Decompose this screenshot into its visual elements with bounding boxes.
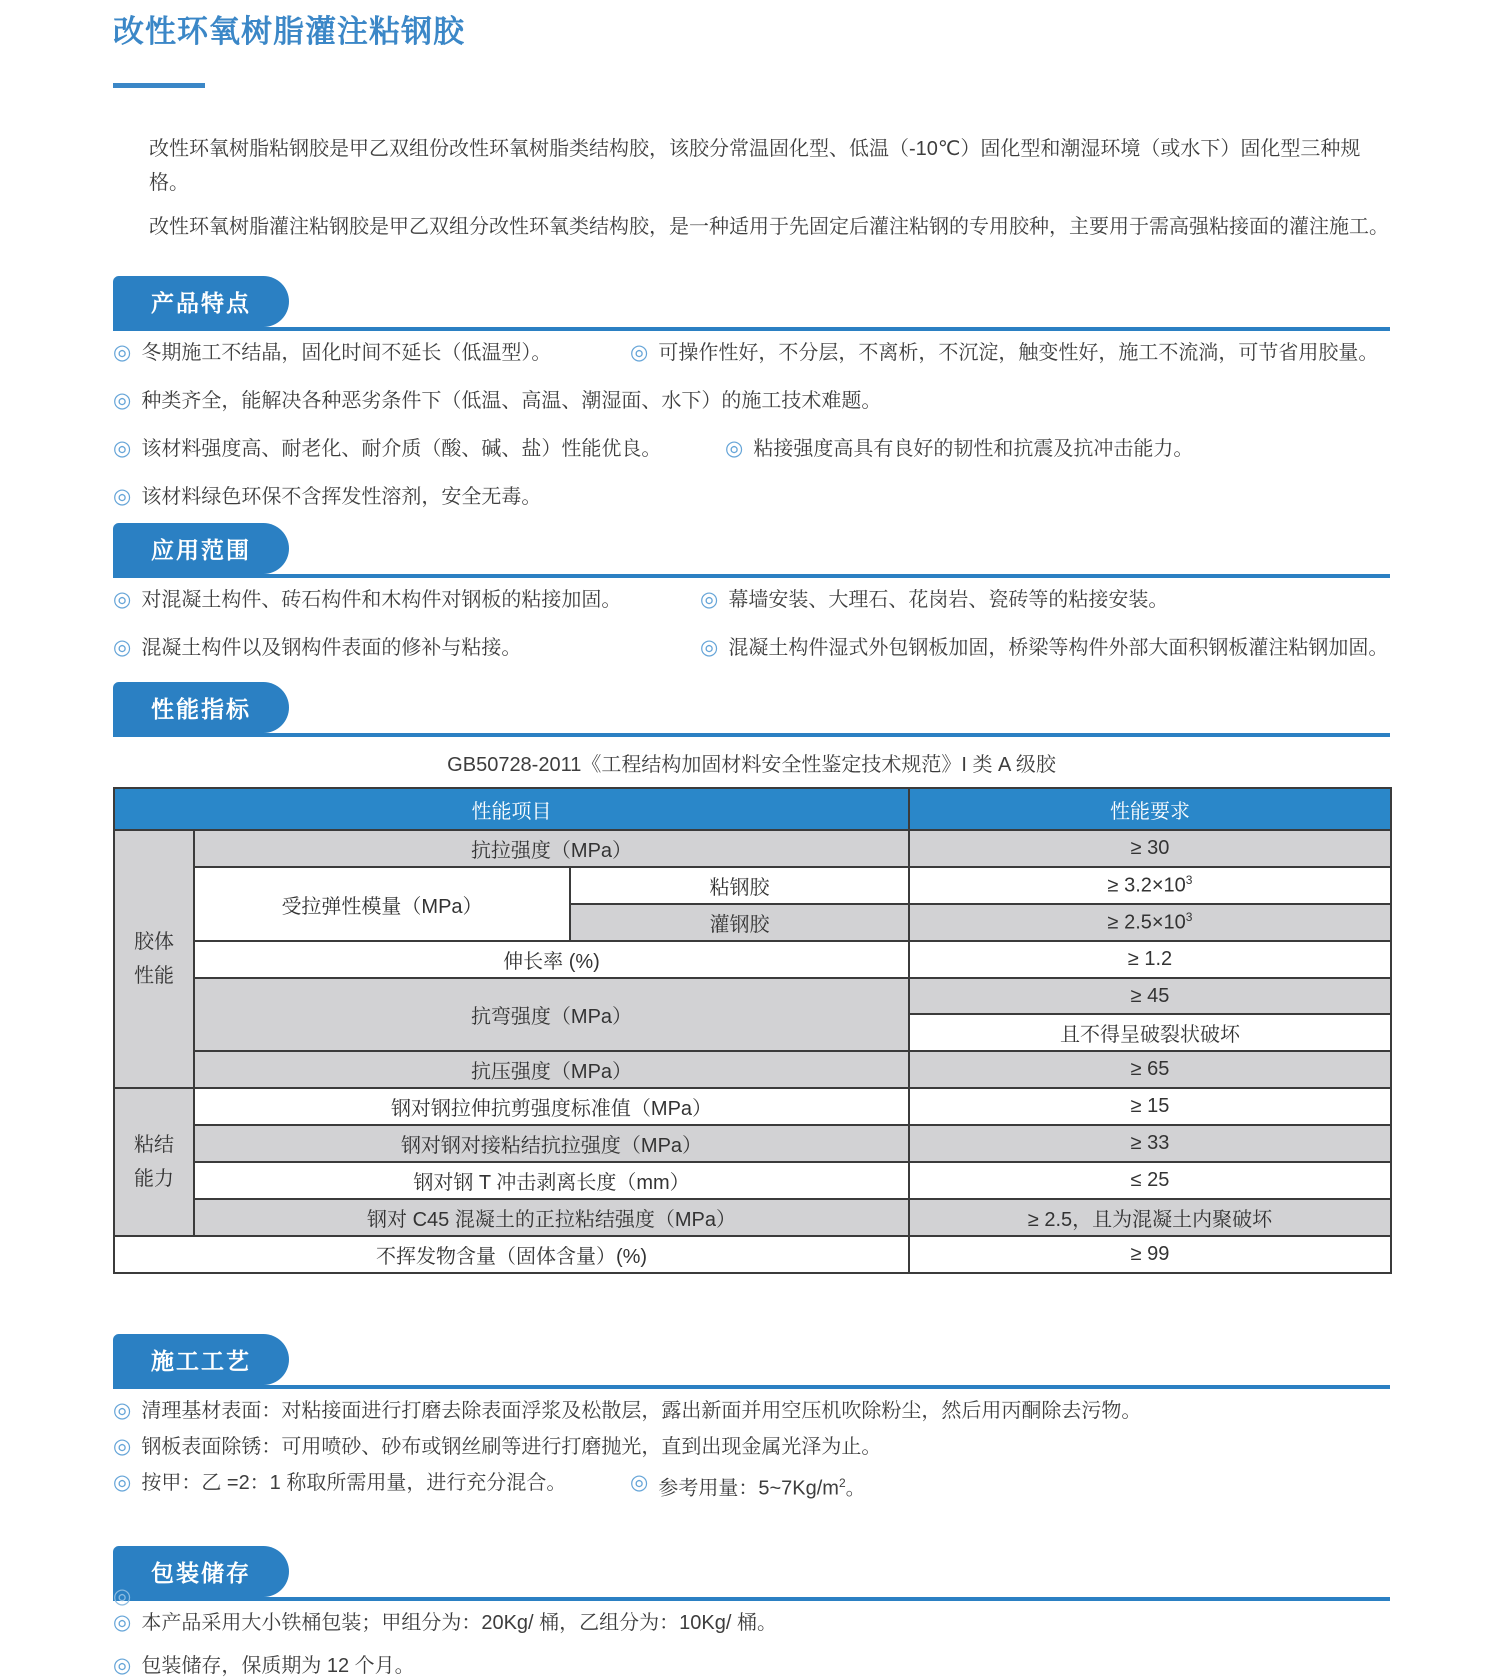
construction-step — [630, 1469, 866, 1503]
bullet-icon: ◎ — [700, 588, 719, 611]
feature-text: 粘接强度高具有良好的韧性和抗震及抗冲击能力。 — [753, 438, 1194, 460]
section-header-features — [113, 276, 1390, 331]
group-cell-adhesive-performance — [114, 830, 194, 1088]
list-item — [113, 435, 1390, 463]
bullet-icon: ◎ — [113, 1610, 132, 1634]
feature-item — [113, 483, 541, 511]
cell-shear-value: ≥ 15 — [909, 1088, 1391, 1125]
construction-step — [113, 1469, 630, 1497]
cell-c45-bond-value: ≥ 2.5，且为混凝土内聚破坏 — [909, 1199, 1391, 1236]
list-item — [113, 1397, 1390, 1425]
bullet-icon: ◎ — [113, 636, 132, 659]
section-tab-applications: 应用范围 — [113, 523, 289, 574]
cell-bending-label: 抗弯强度（MPa） — [194, 978, 909, 1051]
applications-list — [113, 586, 1390, 662]
cell-nonvolatile-value: ≥ 99 — [909, 1236, 1391, 1273]
cell-bending-value2: 且不得呈破裂状破坏 — [909, 1014, 1391, 1051]
cell-c45-bond-label: 钢对 C45 混凝土的正拉粘结强度（MPa） — [194, 1199, 909, 1236]
cell-butt-tensile-label: 钢对钢对接粘结抗拉强度（MPa） — [194, 1125, 909, 1162]
superscript: 3 — [1185, 873, 1193, 888]
construction-text: 钢板表面除锈：可用喷砂、砂布或钢丝刷等进行打磨抛光，直到出现金属光泽为止。 — [141, 1436, 882, 1458]
list-item — [113, 1609, 1390, 1637]
bullet-icon: ◎ — [630, 341, 649, 364]
cell-modulus-value1 — [909, 867, 1391, 904]
intro-paragraph: 改性环氧树脂粘钢胶是甲乙双组份改性环氧树脂类结构胶，该胶分常温固化型、低温（-10℃）固化型和潮湿环境（或水下）固化型三种规格。 — [149, 138, 1361, 194]
cell-elongation-label: 伸长率 (%) — [194, 941, 909, 978]
feature-item — [630, 339, 1378, 367]
cell-tensile-label: 抗拉强度（MPa） — [194, 830, 909, 867]
performance-table — [113, 787, 1392, 1274]
feature-item — [725, 435, 1193, 463]
bullet-icon: ◎ — [113, 1471, 132, 1494]
feature-text: 种类齐全，能解决各种恶劣条件下（低温、高温、潮湿面、水下）的施工技术难题。 — [141, 390, 882, 412]
list-item — [113, 586, 1390, 614]
section-header-performance — [113, 682, 1390, 737]
list-item — [113, 1469, 1390, 1503]
feature-text: 该材料绿色环保不含挥发性溶剂，安全无毒。 — [141, 486, 542, 508]
table-header-row — [114, 788, 1391, 830]
table-row — [114, 978, 1391, 1014]
application-text: 混凝土构件以及钢构件表面的修补与粘接。 — [141, 637, 522, 659]
intro-block — [113, 132, 1390, 244]
bullet-icon: ◎ — [725, 437, 744, 460]
construction-step — [113, 1433, 881, 1461]
application-text: 幕墙安装、大理石、花岗岩、瓷砖等的粘接安装。 — [728, 589, 1169, 611]
value-text: ≥ 2.5×10 — [1107, 911, 1186, 934]
bullet-icon: ◎ — [113, 1399, 132, 1422]
table-header-requirement: 性能要求 — [909, 788, 1391, 830]
table-row — [114, 1051, 1391, 1088]
packaging-text: 本产品采用大小铁桶包装；甲组分为：20Kg/ 桶，乙组分为：10Kg/ 桶。 — [141, 1611, 777, 1634]
group-label: 粘结能力 — [134, 1134, 174, 1190]
section-header-applications — [113, 523, 1390, 578]
construction-list — [113, 1397, 1390, 1503]
list-item — [113, 387, 1390, 415]
feature-item — [113, 339, 630, 367]
bullet-icon: ◎ — [113, 1653, 132, 1677]
packaging-item — [113, 1652, 415, 1680]
superscript: 3 — [1185, 910, 1193, 925]
superscript: 2 — [838, 1476, 846, 1490]
bullet-icon: ◎ — [113, 1585, 132, 1608]
construction-text: 按甲：乙 =2：1 称取所需用量，进行充分混合。 — [141, 1472, 567, 1494]
table-caption: GB50728-2011《工程结构加固材料安全性鉴定技术规范》I 类 A 级胶 — [447, 754, 1056, 776]
cell-impact-peel-value: ≤ 25 — [909, 1162, 1391, 1199]
packaging-item — [113, 1609, 777, 1637]
application-text: 对混凝土构件、砖石构件和木构件对钢板的粘接加固。 — [141, 589, 622, 611]
cell-bending-value1: ≥ 45 — [909, 978, 1391, 1014]
value-text: ≥ 3.2×10 — [1107, 874, 1186, 897]
group-label: 胶体性能 — [134, 931, 174, 987]
bullet-icon: ◎ — [113, 485, 132, 508]
usage-pre: 参考用量：5~7Kg/m — [658, 1477, 839, 1500]
cell-butt-tensile-value: ≥ 33 — [909, 1125, 1391, 1162]
bullet-icon: ◎ — [113, 341, 132, 364]
section-tab-features: 产品特点 — [113, 276, 289, 327]
application-item — [700, 634, 1388, 662]
section-header-construction — [113, 1334, 1390, 1389]
page-title: 改性环氧树脂灌注粘钢胶 — [113, 14, 465, 49]
bullet-icon: ◎ — [113, 588, 132, 611]
list-item — [113, 1433, 1390, 1461]
cell-elongation-value: ≥ 1.2 — [909, 941, 1391, 978]
feature-text: 该材料强度高、耐老化、耐介质（酸、碱、盐）性能优良。 — [141, 438, 662, 460]
cell-compressive-value: ≥ 65 — [909, 1051, 1391, 1088]
table-row — [114, 830, 1391, 867]
bullet-icon: ◎ — [113, 1435, 132, 1458]
feature-text: 可操作性好，不分层，不离析，不沉淀，触变性好，施工不流淌，可节省用胶量。 — [658, 342, 1379, 364]
section-header-packaging — [113, 1546, 1390, 1601]
application-text: 混凝土构件湿式外包钢板加固，桥梁等构件外部大面积钢板灌注粘钢加固。 — [728, 637, 1389, 659]
feature-text: 冬期施工不结晶，固化时间不延长（低温型）。 — [141, 342, 552, 364]
cell-modulus-sub1: 粘钢胶 — [570, 867, 909, 904]
cell-modulus-sub2: 灌钢胶 — [570, 904, 909, 941]
table-row — [114, 1088, 1391, 1125]
bullet-icon: ◎ — [700, 636, 719, 659]
application-item — [113, 586, 700, 614]
bullet-icon: ◎ — [630, 1471, 649, 1494]
application-item — [113, 634, 700, 662]
section-tab-packaging: 包装储存 — [113, 1546, 289, 1597]
table-row — [114, 1199, 1391, 1236]
packaging-list — [113, 1609, 1390, 1680]
title-underline — [113, 83, 205, 88]
feature-item — [113, 387, 881, 415]
construction-step — [113, 1397, 1141, 1425]
cell-nonvolatile-label: 不挥发物含量（固体含量）(%) — [114, 1236, 909, 1273]
list-item — [113, 1652, 1390, 1680]
packaging-text: 包装储存，保质期为 12 个月。 — [141, 1654, 415, 1677]
table-row — [114, 867, 1391, 904]
cell-compressive-label: 抗压强度（MPa） — [194, 1051, 909, 1088]
table-row — [114, 941, 1391, 978]
bullet-icon: ◎ — [113, 437, 132, 460]
cell-tensile-value: ≥ 30 — [909, 830, 1391, 867]
bullet-icon: ◎ — [113, 389, 132, 412]
section-tab-performance: 性能指标 — [113, 682, 289, 733]
table-row — [114, 1125, 1391, 1162]
list-item — [113, 483, 1390, 511]
table-row — [114, 1162, 1391, 1199]
table-row — [114, 1236, 1391, 1273]
usage-text — [658, 1469, 865, 1503]
table-header-item: 性能项目 — [114, 788, 909, 830]
section-tab-construction: 施工工艺 — [113, 1334, 289, 1385]
application-item — [700, 586, 1168, 614]
page-content — [113, 0, 1390, 1680]
cell-modulus-value2 — [909, 904, 1391, 941]
construction-text: 清理基材表面：对粘接面进行打磨去除表面浮浆及松散层，露出新面并用空压机吹除粉尘，然后用丙酮除去污物。 — [141, 1400, 1142, 1422]
list-item — [113, 634, 1390, 662]
intro-paragraph: 改性环氧树脂灌注粘钢胶是甲乙双组分改性环氧类结构胶，是一种适用于先固定后灌注粘钢的专用胶种，主要用于需高强粘接面的灌注施工。 — [149, 216, 1389, 238]
list-item — [113, 339, 1390, 367]
cell-impact-peel-label: 钢对钢 T 冲击剥离长度（mm） — [194, 1162, 909, 1199]
features-list — [113, 339, 1390, 511]
group-cell-bonding-capacity — [114, 1088, 194, 1236]
cell-shear-label: 钢对钢拉伸抗剪强度标准值（MPa） — [194, 1088, 909, 1125]
feature-item — [113, 435, 725, 463]
usage-post: 。 — [845, 1477, 866, 1500]
cell-modulus-label: 受拉弹性模量（MPa） — [194, 867, 570, 941]
